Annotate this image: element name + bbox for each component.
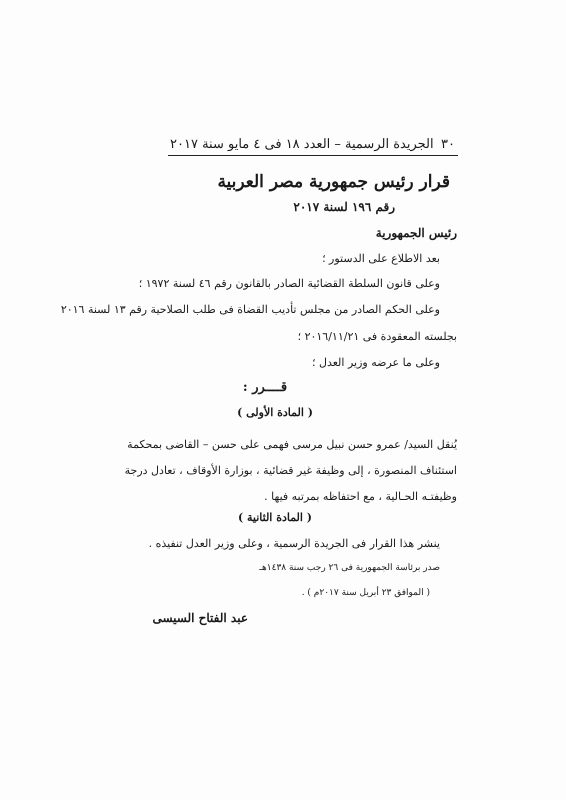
preamble-line: وعلى قانون السلطة القضائية الصادر بالقانون رقم ٤٦ لسنة ١٩٧٢ ؛ xyxy=(138,277,440,290)
preamble-line: وعلى ما عرضه وزير العدل ؛ xyxy=(311,356,440,369)
issued-at-line: صدر برئاسة الجمهورية فى ٢٦ رجب سنة ١٤٣٨هـ xyxy=(259,563,440,573)
page-number: ٣٠ xyxy=(441,137,455,152)
preamble-line: وعلى الحكم الصادر من مجلس تأديب القضاة فى طلب الصلاحية رقم ١٣ لسنة ٢٠١٦ xyxy=(60,303,440,316)
article-heading: ( المادة الأولى ) xyxy=(237,406,313,419)
preamble-line: بجلسته المعقودة فى ٢٠١٦/١١/٢١ ؛ xyxy=(297,330,457,343)
page-header xyxy=(170,130,455,152)
gazette-issue-line: الجريدة الرسمية – العدد ١٨ فى ٤ مايو سنة ٢٠١٧ xyxy=(170,137,434,152)
header-divider xyxy=(168,155,458,156)
article-heading: ( المادة الثانية ) xyxy=(237,511,313,524)
decided-heading: قــــرر : xyxy=(242,380,288,395)
decree-title: قرار رئيس جمهورية مصر العربية xyxy=(217,172,450,192)
preamble-line: بعد الاطلاع على الدستور ؛ xyxy=(322,252,440,265)
gregorian-date-line: ( الموافق ٢٣ أبريل سنة ٢٠١٧م ) . xyxy=(301,588,430,598)
signature: عبد الفتاح السيسى xyxy=(152,611,248,625)
article-text: ينشر هذا القرار فى الجريدة الرسمية ، وعلى وزير العدل تنفيذه . xyxy=(148,537,440,550)
decree-number: رقم ١٩٦ لسنة ٢٠١٧ xyxy=(293,200,395,214)
decree-issuer: رئيس الجمهورية xyxy=(375,226,457,240)
article-text: يُنقل السيد/ عمرو حسن نبيل مرسى فهمى على حسن – القاضى بمحكمة استئناف المنصورة ، إلى وظيفة غير قضائية ، بوزارة الأوقاف ، تعادل درجة وظيفتـه الحـالية ، مع احتفاظه بمرتبه فيها . xyxy=(124,438,457,503)
